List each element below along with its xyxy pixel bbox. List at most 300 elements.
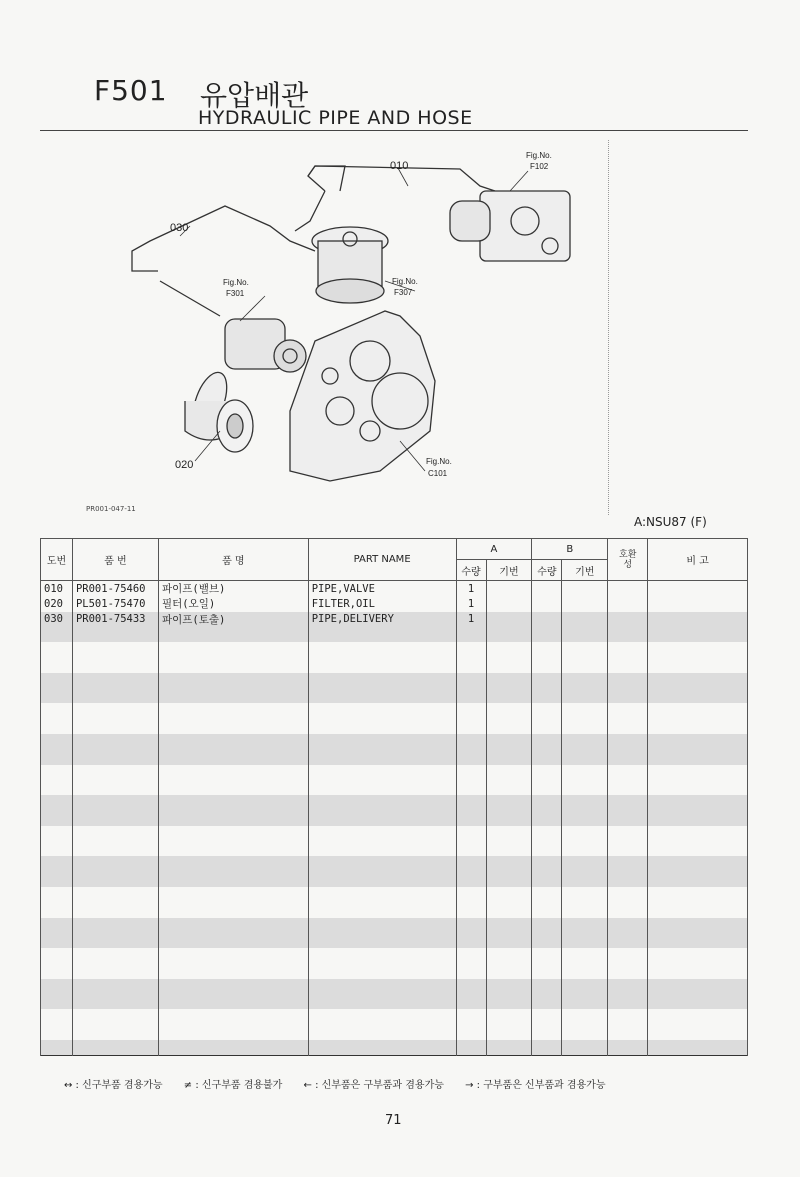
cell-base-b: [562, 856, 608, 871]
cell-base-b: [562, 673, 608, 688]
cell-name-ko: [158, 657, 308, 672]
table-row-empty: [41, 933, 748, 948]
cell-base-a: [486, 933, 532, 948]
cell-qty-a: [456, 795, 486, 810]
cell-remarks: [648, 596, 748, 611]
cell-name-ko: [158, 673, 308, 688]
cell-compat: [608, 596, 648, 611]
cell-qty-a: [456, 887, 486, 902]
cell-base-b: [562, 612, 608, 627]
cell-base-a: [486, 703, 532, 718]
cell-base-a: [486, 596, 532, 611]
model-code: A:NSU87 (F): [634, 515, 707, 529]
cell-part-name: [308, 703, 456, 718]
table-row-empty: [41, 627, 748, 642]
cell-base-a: [486, 826, 532, 841]
cell-no: [41, 780, 73, 795]
table-row-empty: [41, 826, 748, 841]
cell-compat: [608, 810, 648, 825]
cell-no: [41, 994, 73, 1009]
parts-table: [40, 538, 748, 1056]
cell-no: [41, 1009, 73, 1024]
cell-part-name: [308, 963, 456, 978]
cell-compat: [608, 703, 648, 718]
cell-part-no: [72, 994, 158, 1009]
cell-part-name: [308, 642, 456, 657]
cell-base-b: [562, 688, 608, 703]
cell-qty-b: [532, 749, 562, 764]
table-row-empty: [41, 765, 748, 780]
table-row-empty: [41, 887, 748, 902]
cell-base-a: [486, 642, 532, 657]
cell-base-a: [486, 581, 532, 597]
cell-part-name: [308, 994, 456, 1009]
cell-part-name: [308, 902, 456, 917]
cell-compat: [608, 1040, 648, 1056]
cell-no: [41, 703, 73, 718]
legend-item: ↔ : 신구부품 겸용가능: [64, 1080, 163, 1091]
cell-part-name: [308, 1040, 456, 1056]
cell-name-ko: [158, 703, 308, 718]
cell-name-ko: [158, 780, 308, 795]
cell-part-name: [308, 1009, 456, 1024]
cell-part-no: [72, 734, 158, 749]
table-row-empty: [41, 734, 748, 749]
cell-part-no: [72, 963, 158, 978]
cell-compat: [608, 612, 648, 627]
cell-part-name: [308, 795, 456, 810]
cell-base-a: [486, 902, 532, 917]
cell-base-a: [486, 719, 532, 734]
cell-part-no: [72, 657, 158, 672]
cell-qty-a: [456, 918, 486, 933]
cell-part-no: [72, 856, 158, 871]
table-row-empty: [41, 642, 748, 657]
fig-ref-code: F307: [394, 288, 413, 297]
cell-remarks: [648, 612, 748, 627]
cell-no: [41, 765, 73, 780]
cell-base-a: [486, 856, 532, 871]
cell-remarks: [648, 810, 748, 825]
cell-part-no: [72, 948, 158, 963]
col-header-part-name: PART NAME: [308, 539, 456, 581]
cell-qty-b: [532, 872, 562, 887]
cell-base-a: [486, 657, 532, 672]
cell-compat: [608, 657, 648, 672]
cell-compat: [608, 933, 648, 948]
cell-qty-a: [456, 856, 486, 871]
cell-qty-a: [456, 734, 486, 749]
cell-remarks: [648, 795, 748, 810]
cell-remarks: [648, 673, 748, 688]
cell-qty-b: [532, 688, 562, 703]
fig-ref-code: C101: [428, 469, 448, 478]
callout-010: 010: [390, 160, 409, 172]
cell-qty-a: 1: [456, 581, 486, 597]
page-number: 71: [385, 1113, 402, 1128]
cell-compat: [608, 841, 648, 856]
table-row-empty: [41, 810, 748, 825]
cell-remarks: [648, 948, 748, 963]
cell-remarks: [648, 918, 748, 933]
cell-qty-b: [532, 581, 562, 597]
cell-name-ko: [158, 1025, 308, 1040]
legend-item: ≠ : 신구부품 겸용불가: [183, 1080, 283, 1091]
cell-no: [41, 627, 73, 642]
cell-no: [41, 918, 73, 933]
cell-no: [41, 688, 73, 703]
cell-remarks: [648, 749, 748, 764]
cell-no: [41, 856, 73, 871]
cell-no: [41, 979, 73, 994]
vertical-separator: [608, 140, 609, 515]
cell-part-name: [308, 734, 456, 749]
cell-part-no: [72, 872, 158, 887]
cell-base-b: [562, 872, 608, 887]
cell-remarks: [648, 642, 748, 657]
table-row-empty: [41, 719, 748, 734]
cell-no: [41, 719, 73, 734]
fig-ref-label: Fig.No.: [392, 277, 418, 286]
cell-qty-a: [456, 1025, 486, 1040]
cell-base-b: [562, 994, 608, 1009]
cell-qty-a: [456, 627, 486, 642]
cell-qty-a: [456, 963, 486, 978]
cell-remarks: [648, 963, 748, 978]
cell-base-a: [486, 1025, 532, 1040]
cell-compat: [608, 856, 648, 871]
table-row-empty: [41, 963, 748, 978]
cell-qty-b: [532, 963, 562, 978]
col-header-base-a: 기번: [486, 560, 532, 581]
cell-part-name: [308, 627, 456, 642]
callout-030: 030: [170, 222, 189, 234]
table-row-empty: [41, 994, 748, 1009]
cell-qty-a: [456, 1009, 486, 1024]
cell-base-b: [562, 979, 608, 994]
cell-qty-b: [532, 719, 562, 734]
cell-remarks: [648, 627, 748, 642]
cell-base-a: [486, 1009, 532, 1024]
cell-part-name: [308, 780, 456, 795]
cell-base-b: [562, 1040, 608, 1056]
cell-base-a: [486, 963, 532, 978]
col-header-qty-a: 수량: [456, 560, 486, 581]
cell-base-a: [486, 979, 532, 994]
cell-no: [41, 1025, 73, 1040]
cell-qty-b: [532, 612, 562, 627]
table-row-empty: [41, 1040, 748, 1056]
cell-part-no: [72, 887, 158, 902]
cell-part-name: [308, 810, 456, 825]
cell-remarks: [648, 1025, 748, 1040]
cell-part-name: [308, 765, 456, 780]
cell-qty-b: [532, 734, 562, 749]
drawing-reference-code: PR001-047-11: [86, 505, 136, 513]
cell-qty-a: [456, 933, 486, 948]
cell-qty-b: [532, 902, 562, 917]
cell-base-b: [562, 642, 608, 657]
cell-base-b: [562, 918, 608, 933]
cell-remarks: [648, 933, 748, 948]
cell-base-a: [486, 948, 532, 963]
cell-base-b: [562, 933, 608, 948]
col-header-group-a: A: [456, 539, 532, 560]
cell-remarks: [648, 780, 748, 795]
cell-qty-a: [456, 902, 486, 917]
cell-part-name: [308, 749, 456, 764]
cell-base-b: [562, 948, 608, 963]
table-row-empty: [41, 795, 748, 810]
cell-base-b: [562, 1025, 608, 1040]
cell-no: [41, 933, 73, 948]
cell-base-a: [486, 795, 532, 810]
table-row-empty: [41, 902, 748, 917]
cell-part-no: [72, 719, 158, 734]
cell-base-b: [562, 765, 608, 780]
cell-name-ko: [158, 856, 308, 871]
cell-qty-b: [532, 642, 562, 657]
cell-base-b: [562, 826, 608, 841]
cell-qty-a: [456, 810, 486, 825]
cell-base-b: [562, 749, 608, 764]
cell-part-name: [308, 872, 456, 887]
cell-name-ko: 파이프(토출): [158, 612, 308, 627]
cell-compat: [608, 581, 648, 597]
cell-name-ko: [158, 749, 308, 764]
cell-name-ko: [158, 1040, 308, 1056]
cell-name-ko: [158, 734, 308, 749]
cell-qty-b: [532, 856, 562, 871]
cell-qty-a: [456, 703, 486, 718]
cell-qty-b: [532, 979, 562, 994]
cell-part-name: [308, 688, 456, 703]
cell-qty-a: [456, 765, 486, 780]
cell-compat: [608, 902, 648, 917]
cell-base-a: [486, 734, 532, 749]
cell-compat: [608, 948, 648, 963]
cell-qty-a: [456, 719, 486, 734]
fig-ref-label: Fig.No.: [223, 278, 249, 287]
cell-qty-a: [456, 780, 486, 795]
cell-base-a: [486, 994, 532, 1009]
cell-part-name: [308, 933, 456, 948]
cell-no: [41, 841, 73, 856]
cell-name-ko: [158, 841, 308, 856]
cell-name-ko: [158, 642, 308, 657]
cell-qty-a: [456, 657, 486, 672]
cell-qty-a: [456, 749, 486, 764]
cell-remarks: [648, 581, 748, 597]
table-row-empty: [41, 703, 748, 718]
cell-qty-b: [532, 780, 562, 795]
legend-item: ← : 신부품은 구부품과 겸용가능: [303, 1080, 444, 1091]
table-row-empty: [41, 688, 748, 703]
cell-compat: [608, 887, 648, 902]
cell-base-b: [562, 734, 608, 749]
cell-base-a: [486, 688, 532, 703]
cell-base-b: [562, 810, 608, 825]
cell-no: [41, 673, 73, 688]
cell-part-no: [72, 703, 158, 718]
cell-base-b: [562, 902, 608, 917]
cell-name-ko: [158, 872, 308, 887]
cell-compat: [608, 979, 648, 994]
cell-name-ko: [158, 810, 308, 825]
table-row-empty: [41, 749, 748, 764]
cell-part-name: [308, 856, 456, 871]
table-row-empty: [41, 856, 748, 871]
table-row-empty: [41, 841, 748, 856]
cell-remarks: [648, 1009, 748, 1024]
cell-qty-b: [532, 994, 562, 1009]
cell-remarks: [648, 765, 748, 780]
cell-remarks: [648, 1040, 748, 1056]
cell-qty-a: 1: [456, 596, 486, 611]
table-row-empty: [41, 780, 748, 795]
cell-part-name: [308, 1025, 456, 1040]
col-header-group-b: B: [532, 539, 608, 560]
cell-compat: [608, 872, 648, 887]
callout-020: 020: [175, 459, 194, 471]
cell-name-ko: [158, 1009, 308, 1024]
cell-name-ko: 파이프(밸브): [158, 581, 308, 597]
cell-remarks: [648, 979, 748, 994]
cell-remarks: [648, 902, 748, 917]
cell-no: [41, 642, 73, 657]
col-header-qty-b: 수량: [532, 560, 562, 581]
cell-name-ko: [158, 688, 308, 703]
cell-base-b: [562, 887, 608, 902]
cell-base-b: [562, 841, 608, 856]
cell-qty-b: [532, 795, 562, 810]
col-header-base-b: 기번: [562, 560, 608, 581]
cell-part-no: PR001-75433: [72, 612, 158, 627]
cell-part-no: [72, 979, 158, 994]
cell-part-no: [72, 749, 158, 764]
cell-qty-a: [456, 826, 486, 841]
cell-part-no: [72, 933, 158, 948]
legend: [64, 1076, 624, 1091]
cell-no: [41, 887, 73, 902]
cell-remarks: [648, 841, 748, 856]
cell-base-b: [562, 657, 608, 672]
fig-ref-code: F102: [530, 162, 549, 171]
cell-qty-b: [532, 887, 562, 902]
cell-part-no: [72, 1025, 158, 1040]
table-row-empty: [41, 872, 748, 887]
table-row-empty: [41, 673, 748, 688]
cell-base-a: [486, 673, 532, 688]
table-row: [41, 581, 748, 597]
cell-base-a: [486, 918, 532, 933]
cell-remarks: [648, 826, 748, 841]
cell-qty-a: [456, 688, 486, 703]
cell-name-ko: [158, 826, 308, 841]
cell-name-ko: [158, 918, 308, 933]
cell-remarks: [648, 872, 748, 887]
cell-part-no: [72, 826, 158, 841]
cell-base-a: [486, 810, 532, 825]
cell-remarks: [648, 688, 748, 703]
cell-qty-b: [532, 1025, 562, 1040]
cell-part-no: [72, 902, 158, 917]
cell-qty-a: [456, 872, 486, 887]
title-korean: 유압배관: [200, 79, 309, 112]
cell-no: [41, 902, 73, 917]
cell-compat: [608, 1025, 648, 1040]
cell-base-b: [562, 596, 608, 611]
cell-name-ko: [158, 627, 308, 642]
cell-qty-b: [532, 918, 562, 933]
cell-qty-b: [532, 673, 562, 688]
cell-remarks: [648, 856, 748, 871]
cell-name-ko: [158, 979, 308, 994]
cell-compat: [608, 826, 648, 841]
cell-qty-a: [456, 673, 486, 688]
col-header-name-ko: 품 명: [158, 539, 308, 581]
cell-part-name: [308, 673, 456, 688]
cell-base-a: [486, 749, 532, 764]
cell-no: [41, 734, 73, 749]
cell-base-a: [486, 841, 532, 856]
cell-part-no: [72, 673, 158, 688]
cell-compat: [608, 780, 648, 795]
cell-name-ko: 필터(오일): [158, 596, 308, 611]
cell-name-ko: [158, 902, 308, 917]
cell-part-no: PR001-75460: [72, 581, 158, 597]
cell-name-ko: [158, 948, 308, 963]
cell-part-name: [308, 826, 456, 841]
cell-base-b: [562, 581, 608, 597]
cell-base-a: [486, 780, 532, 795]
cell-part-name: [308, 918, 456, 933]
fig-ref-label: Fig.No.: [526, 151, 552, 160]
cell-part-no: [72, 1040, 158, 1056]
cell-part-no: [72, 780, 158, 795]
table-row-empty: [41, 948, 748, 963]
cell-compat: [608, 918, 648, 933]
cell-qty-a: [456, 994, 486, 1009]
cell-part-no: [72, 688, 158, 703]
cell-qty-b: [532, 933, 562, 948]
cell-base-a: [486, 627, 532, 642]
cell-base-b: [562, 627, 608, 642]
cell-qty-b: [532, 703, 562, 718]
cell-qty-a: [456, 1040, 486, 1056]
cell-part-name: [308, 657, 456, 672]
cell-base-a: [486, 612, 532, 627]
cell-name-ko: [158, 887, 308, 902]
cell-qty-b: [532, 826, 562, 841]
cell-compat: [608, 963, 648, 978]
cell-qty-b: [532, 810, 562, 825]
table-row-empty: [41, 657, 748, 672]
cell-base-a: [486, 765, 532, 780]
part-code: F501: [94, 74, 168, 107]
cell-part-no: [72, 765, 158, 780]
cell-base-a: [486, 872, 532, 887]
cell-part-name: [308, 719, 456, 734]
cell-part-no: PL501-75470: [72, 596, 158, 611]
cell-part-name: [308, 979, 456, 994]
cell-qty-b: [532, 657, 562, 672]
cell-compat: [608, 673, 648, 688]
table-row-empty: [41, 918, 748, 933]
cell-qty-b: [532, 596, 562, 611]
cell-part-no: [72, 810, 158, 825]
cell-name-ko: [158, 765, 308, 780]
